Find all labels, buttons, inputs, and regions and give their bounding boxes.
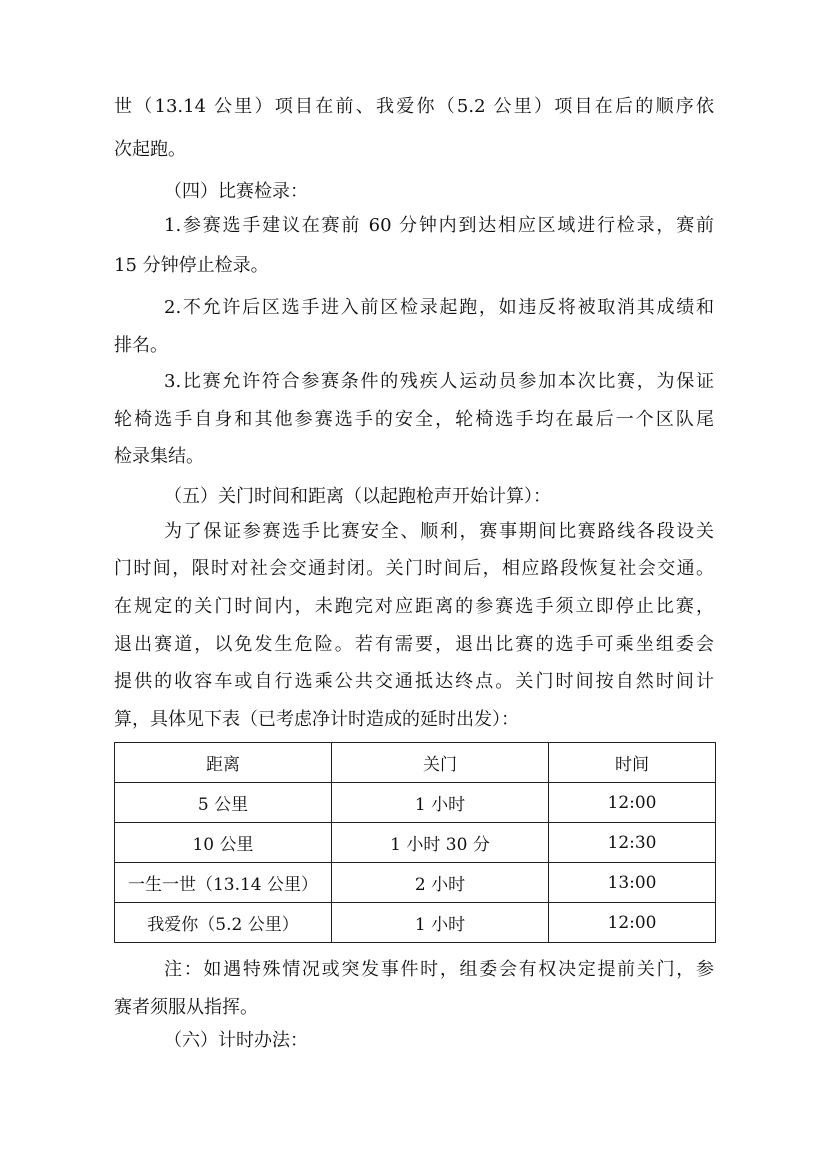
table-cell: 1 小时 30 分 — [332, 823, 549, 863]
table-cell: 12:00 — [549, 783, 716, 823]
table-cell: 1 小时 — [332, 783, 549, 823]
section-heading-6: （六）计时办法： — [164, 1030, 308, 1051]
table-cell: 1 小时 — [332, 903, 549, 943]
table-cell: 一生一世（13.14 公里） — [115, 863, 332, 903]
paragraph-line: 算，具体见下表（已考虑净计时造成的延时出发）： — [114, 709, 519, 730]
paragraph-line: 退出赛道，以免发生危险。若有需要，退出比赛的选手可乘坐组委会 — [114, 634, 714, 655]
table-row — [115, 783, 716, 823]
table-cell: 10 公里 — [115, 823, 332, 863]
table-header-cell: 关门 — [332, 743, 549, 783]
table-cell: 13:00 — [549, 863, 716, 903]
note-line: 赛者须服从指挥。 — [114, 997, 258, 1018]
paragraph-line: 次起跑。 — [114, 139, 186, 160]
table-cell: 5 公里 — [115, 783, 332, 823]
table-row — [115, 823, 716, 863]
table-cell: 12:30 — [549, 823, 716, 863]
paragraph-line: 门时间，限时对社会交通封闭。关门时间后，相应路段恢复社会交通。 — [114, 558, 714, 579]
paragraph-line: 检录集结。 — [114, 446, 204, 467]
table-header-row — [115, 743, 716, 783]
paragraph-line: 2.不允许后区选手进入前区检录起跑，如违反将被取消其成绩和 — [164, 297, 714, 318]
paragraph-line: 为了保证参赛选手比赛安全、顺利，赛事期间比赛路线各段设关 — [164, 521, 714, 542]
cutoff-time-table — [114, 742, 716, 943]
paragraph-line: 15 分钟停止检录。 — [114, 255, 269, 276]
section-heading-5: （五）关门时间和距离（以起跑枪声开始计算）： — [164, 486, 551, 507]
table-cell: 2 小时 — [332, 863, 549, 903]
table-row — [115, 903, 716, 943]
paragraph-line: 3.比赛允许符合参赛条件的残疾人运动员参加本次比赛，为保证 — [164, 371, 714, 392]
note-line: 注：如遇特殊情况或突发事件时，组委会有权决定提前关门，参 — [164, 959, 714, 980]
table-cell: 12:00 — [549, 903, 716, 943]
paragraph-line: 世（13.14 公里）项目在前、我爱你（5.2 公里）项目在后的顺序依 — [114, 96, 714, 117]
table-header-cell: 时间 — [549, 743, 716, 783]
table-header-cell: 距离 — [115, 743, 332, 783]
table-row — [115, 863, 716, 903]
section-heading-4: （四）比赛检录： — [164, 181, 308, 202]
paragraph-line: 排名。 — [114, 335, 168, 356]
paragraph-line: 在规定的关门时间内，未跑完对应距离的参赛选手须立即停止比赛， — [114, 596, 714, 617]
table-cell: 我爱你（5.2 公里） — [115, 903, 332, 943]
paragraph-line: 提供的收容车或自行选乘公共交通抵达终点。关门时间按自然时间计 — [114, 671, 714, 692]
paragraph-line: 1.参赛选手建议在赛前 60 分钟内到达相应区域进行检录，赛前 — [164, 215, 714, 236]
paragraph-line: 轮椅选手自身和其他参赛选手的安全，轮椅选手均在最后一个区队尾 — [114, 409, 714, 430]
